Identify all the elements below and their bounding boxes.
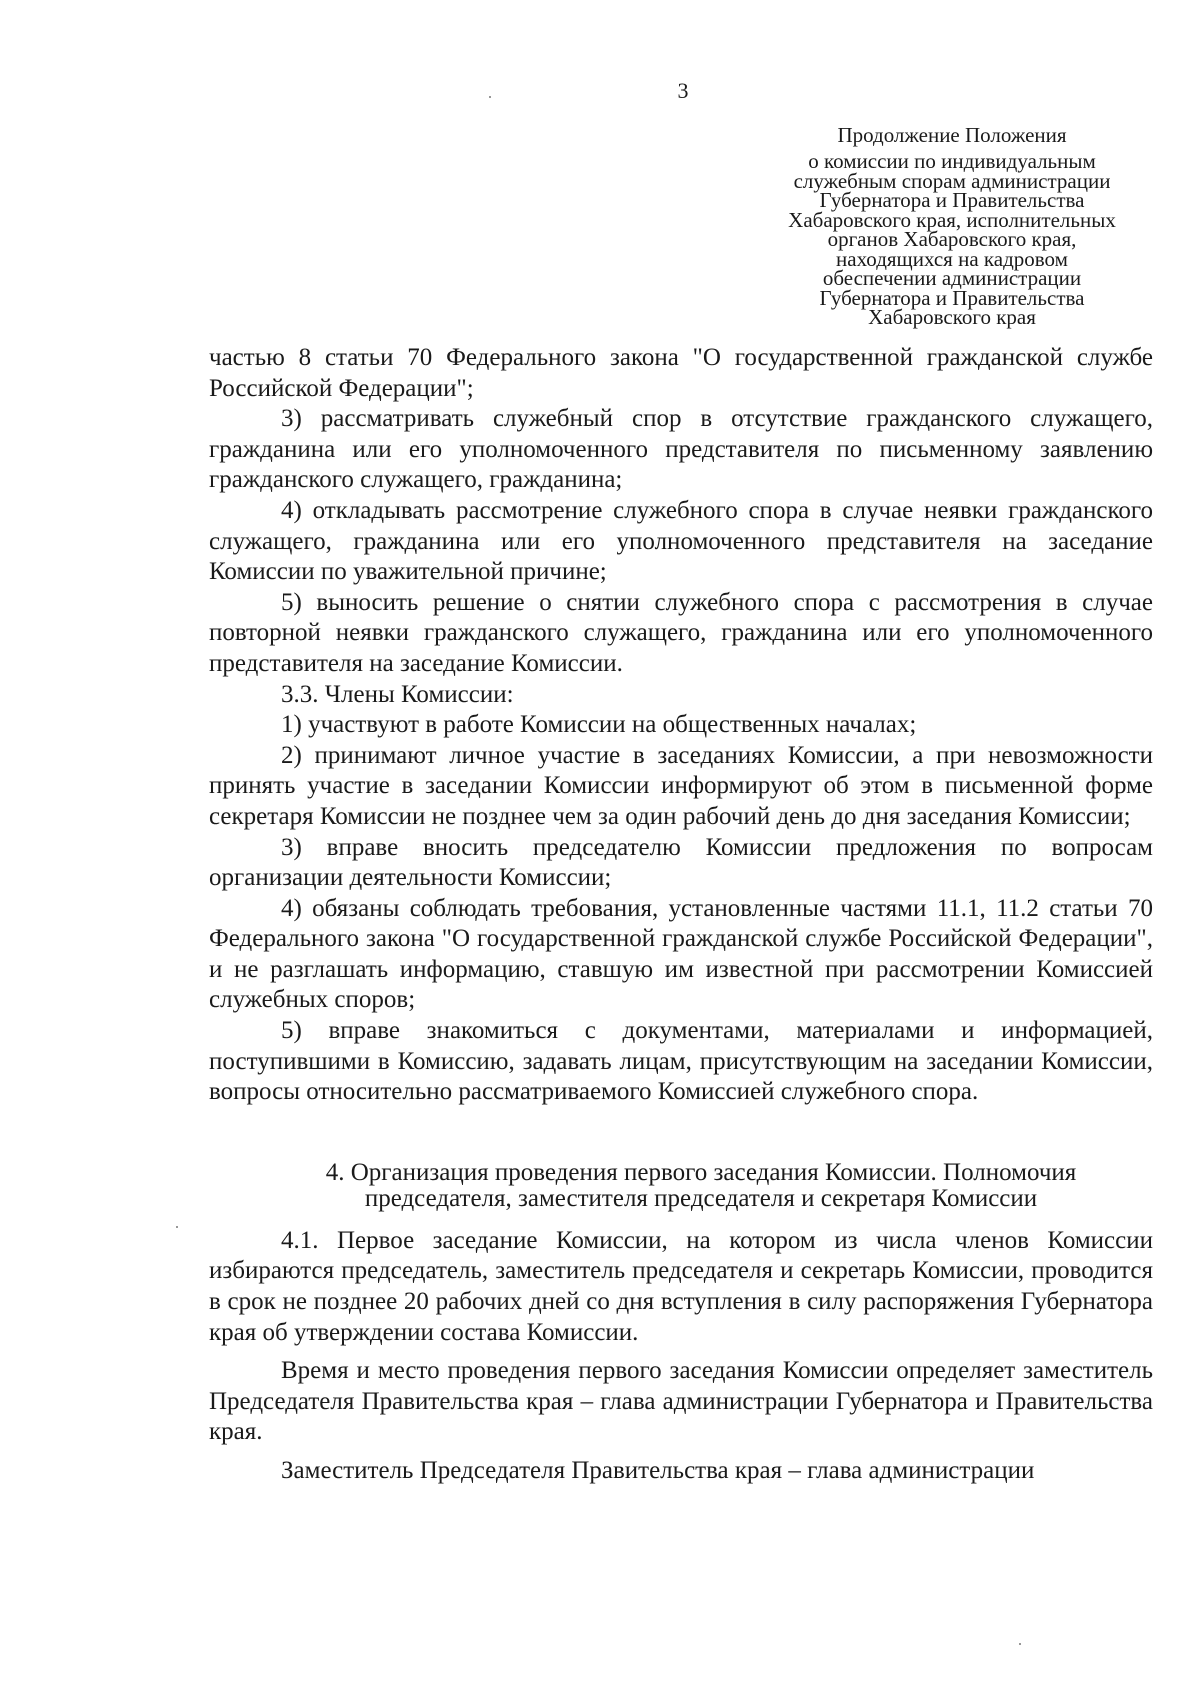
paragraph: частью 8 статьи 70 Федерального закона "О государственной гражданской службе Российской Федерации"; (209, 344, 1153, 402)
header-line: служебным спорам администрации (793, 168, 1111, 193)
section-heading (209, 1160, 1153, 1212)
header-line: обеспечении администрации (822, 266, 1082, 290)
scan-speck (1019, 1643, 1021, 1645)
header-line: Хабаровского края (868, 305, 1036, 329)
paragraph: 3) вправе вносить председателю Комиссии предложения по вопросам организации деятельности Комиссии; (209, 833, 1153, 892)
header-lines (742, 149, 1162, 329)
header-line: Губернатора и Правительства (819, 285, 1085, 310)
paragraph: 4.1. Первое заседание Комиссии, на котором из числа членов Комиссии избираются председатель, заместитель председателя и секретарь Комиссии, проводится в срок не позднее 20 рабочих дней со дня вступления в силу распоряжения Губернатора края об утверждении состава Комиссии. (209, 1226, 1153, 1346)
document-body (209, 343, 1153, 1487)
section-heading-line: 4. Организация проведения первого заседания Комиссии. Полномочия (325, 1158, 1077, 1186)
header-line: находящихся на кадровом (836, 246, 1068, 271)
paragraph: 3) рассматривать служебный спор в отсутствие гражданского служащего, гражданина или его уполномоченного представителя по письменному заявлению гражданского служащего, гражданина; (209, 405, 1153, 494)
header-line: Губернатора и Правительства (819, 188, 1085, 212)
scan-speck (176, 1226, 178, 1228)
paragraph: 2) принимают личное участие в заседаниях Комиссии, а при невозможности принять участие в заседании Комиссии информируют об этом в письменной форме секретаря Комиссии не позднее чем за один рабочий день до дня заседания Комиссии; (209, 741, 1153, 830)
header-line: органов Хабаровского края, (827, 227, 1077, 251)
section-heading-line: председателя, заместителя председателя и секретаря Комиссии (364, 1184, 1038, 1212)
scan-speck (489, 96, 491, 98)
page-number: 3 (677, 78, 689, 103)
header-title: Продолжение Положения (837, 123, 1067, 147)
paragraph: 5) вправе знакомиться с документами, материалами и информацией, поступившими в Комиссию, задавать лицам, присутствующим на заседании Комиссии, вопросы относительно рассматриваемого Комиссией служебного спора. (209, 1017, 1153, 1106)
paragraph: 1) участвуют в работе Комиссии на общественных началах; (281, 711, 917, 739)
document-header (742, 124, 1162, 328)
paragraph: 4) обязаны соблюдать требования, установленные частями 11.1, 11.2 статьи 70 Федерального закона "О государственной гражданской службе Российской Федерации", и не разглашать информацию, ставшую им известной при рассмотрении Комиссией служебных споров; (209, 894, 1153, 1014)
paragraph: 5) выносить решение о снятии служебного спора с рассмотрения в случае повторной неявки гражданского служащего, гражданина или его уполномоченного представителя на заседание Комиссии. (209, 588, 1153, 677)
header-line: о комиссии по индивидуальным (808, 149, 1096, 173)
paragraph: Время и место проведения первого заседания Комиссии определяет заместитель Председателя Правительства края – глава администрации Губернатора и Правительства края. (209, 1357, 1153, 1446)
header-line: Хабаровского края, исполнительных (788, 207, 1116, 232)
paragraph: Заместитель Председателя Правительства края – глава администрации (281, 1457, 1035, 1484)
paragraph: 3.3. Члены Комиссии: (281, 680, 514, 708)
paragraph: 4) откладывать рассмотрение служебного спора в случае неявки гражданского служащего, гражданина или его уполномоченного представителя на заседание Комиссии по уважительной причине; (209, 496, 1153, 586)
